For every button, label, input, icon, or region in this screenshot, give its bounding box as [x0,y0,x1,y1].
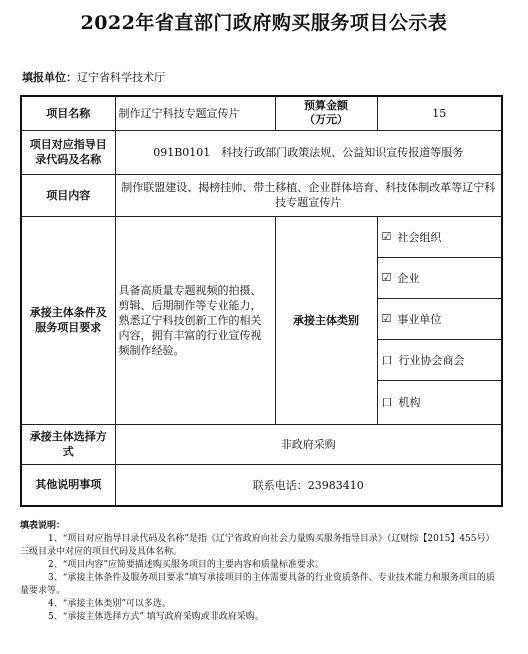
category-option[interactable] [378,217,502,258]
note-item: 5、“承接主体选择方式” 填写政府采购或非政府采购。 [48,612,264,622]
category-option[interactable] [378,381,502,423]
row-selection [21,424,502,464]
reporting-unit-value: 辽宁省科学技术厅 [77,71,165,84]
category-option-label: 机构 [398,395,421,409]
row-requirements [21,216,502,424]
checkbox-icon[interactable]: 口 [381,395,393,409]
notes-heading: 填表说明： [20,521,66,531]
disclosure-table [20,95,503,507]
requirements-value: 具备高质量专题视频的拍摄、剪辑、后期制作等专业能力，熟悉辽宁科技创新工作的相关内容，拥有丰富的行业宣传视频制作经验。 [115,216,275,424]
note-item: 1、“项目对应指导目录代码及名称”是指《辽宁省政府向社会力量购买服务指导目录》（辽财综【2015】455号）三级目录中对应的项目代码及具体名称。 [20,534,495,557]
page-title: 2022年省直部门政府购买服务项目公示表 [80,12,448,34]
row-catalog [21,130,502,174]
selection-label: 承接主体选择方式 [21,424,115,464]
form-notes [20,520,502,624]
checkbox-icon[interactable]: ☑ [381,230,392,243]
other-label: 其他说明事项 [21,464,115,506]
catalog-label: 项目对应指导目 录代码及名称 [21,130,115,174]
requirements-label: 承接主体条件及 服务项目要求 [21,216,115,424]
row-content [21,174,502,216]
category-option-label: 社会组织 [397,230,442,244]
category-label: 承接主体类别 [275,216,377,424]
category-option-label: 企业 [397,271,420,285]
project-name-value: 制作辽宁科技专题宣传片 [115,96,275,130]
note-item: 3、“承接主体条件及服务项目要求”填写承接项目的主体需要具备的行业资质条件、专业技术能力和服务项目的质量要求等。 [20,573,495,596]
content-value: 制作联盟建设、揭榜挂帅、带土移植、企业群体培育、科技体制改革等辽宁科技专题宣传片 [115,174,502,216]
row-other [21,464,502,506]
reporting-unit-label: 填报单位： [22,71,77,84]
checkbox-icon[interactable]: 口 [381,353,393,367]
budget-label: 预算金额 （万元） [275,96,377,130]
category-option-label: 事业单位 [397,312,442,326]
content-label: 项目内容 [21,174,115,216]
catalog-value: 091B0101 科技行政部门政策法规、公益知识宣传报道等服务 [115,130,502,174]
category-options [377,216,502,424]
other-value: 联系电话：23983410 [115,464,502,506]
reporting-unit [22,69,165,85]
note-item: 2、“项目内容”应简要描述购买服务项目的主要内容和质量标准要求。 [48,560,324,570]
budget-value: 15 [377,96,502,130]
category-option[interactable] [378,258,502,299]
category-option[interactable] [378,340,502,381]
selection-value: 非政府采购 [115,424,502,464]
project-name-label: 项目名称 [21,96,115,130]
note-item: 4、“承接主体类别”可以多选。 [48,599,171,609]
category-option-label: 行业协会商会 [398,353,465,367]
checkbox-icon[interactable]: ☑ [381,271,392,284]
row-project-name [21,96,502,130]
category-option[interactable] [378,299,502,340]
checkbox-icon[interactable]: ☑ [381,312,392,325]
